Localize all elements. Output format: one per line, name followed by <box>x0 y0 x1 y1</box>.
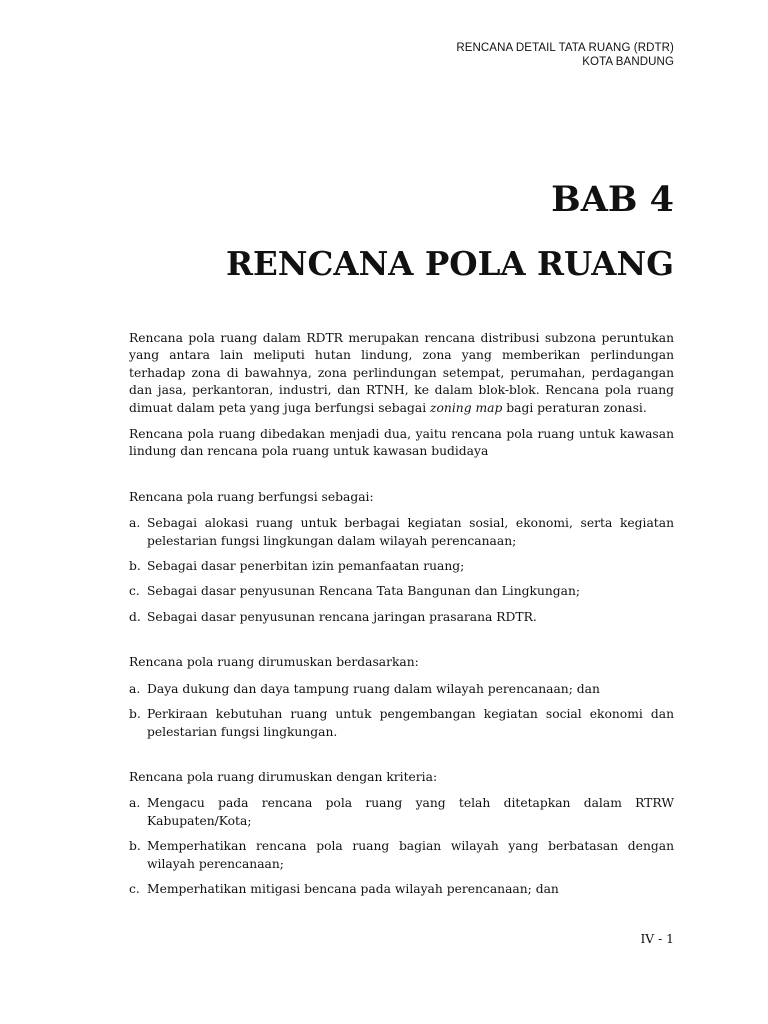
list-item <box>129 515 674 550</box>
section-lead: Rencana pola ruang dirumuskan berdasarkan: <box>129 655 419 670</box>
body-content <box>129 330 674 906</box>
list-item <box>129 881 674 898</box>
header-line-2: KOTA BANDUNG <box>582 56 674 68</box>
list-item-text: Sebagai alokasi ruang untuk berbagai kegiatan sosial, ekonomi, serta kegiatan pelestarian fungsi lingkungan dalam wilayah perencanaan; <box>147 516 674 548</box>
intro-italic-term: zoning map <box>430 400 503 415</box>
list-marker: b. <box>129 559 141 574</box>
section-list <box>129 795 674 898</box>
list-item-text: Sebagai dasar penerbitan izin pemanfaatan ruang; <box>147 559 465 574</box>
list-marker: a. <box>129 796 141 811</box>
page-number: IV - 1 <box>640 932 674 946</box>
list-item <box>129 583 674 600</box>
list-item <box>129 795 674 830</box>
chapter-number: BAB 4 <box>551 179 674 220</box>
list-item-text: Perkiraan kebutuhan ruang untuk pengembangan kegiatan social ekonomi dan pelestarian fungsi lingkungan. <box>147 707 674 739</box>
list-item <box>129 609 674 626</box>
list-item-text: Memperhatikan mitigasi bencana pada wilayah perencanaan; dan <box>147 881 559 896</box>
list-item <box>129 558 674 575</box>
list-marker: b. <box>129 839 141 854</box>
list-marker: c. <box>129 584 140 599</box>
section-list <box>129 681 674 741</box>
list-item-text: Sebagai dasar penyusunan rencana jaringan prasarana RDTR. <box>147 609 537 624</box>
list-marker: a. <box>129 516 141 531</box>
list-item-text: Sebagai dasar penyusunan Rencana Tata Bangunan dan Lingkungan; <box>147 584 581 599</box>
intro-paragraph-1 <box>129 330 674 417</box>
section-lead: Rencana pola ruang dirumuskan dengan kriteria: <box>129 769 438 784</box>
list-item-text: Mengacu pada rencana pola ruang yang telah ditetapkan dalam RTRW Kabupaten/Kota; <box>147 796 674 828</box>
section-list <box>129 515 674 626</box>
intro-paragraph-2: Rencana pola ruang dibedakan menjadi dua, yaitu rencana pola ruang untuk kawasan lindung dan rencana pola ruang untuk kawasan budidaya <box>129 427 674 459</box>
list-item <box>129 706 674 741</box>
list-item <box>129 681 674 698</box>
intro-text-1: Rencana pola ruang dalam RDTR merupakan rencana distribusi subzona peruntukan yang antara lain meliputi hutan lindung, zona yang memberikan perlindungan terhadap zona di bawahnya, zona perlindungan setempat, perumahan, perdagangan dan jasa, perkantoran, industri, dan RTNH, ke dalam blok-blok. Rencana pola ruang dimuat dalam peta yang juga berfungsi sebagai <box>129 331 674 415</box>
running-header <box>456 41 674 69</box>
list-marker: d. <box>129 609 141 624</box>
list-item <box>129 838 674 873</box>
list-item-text: Daya dukung dan daya tampung ruang dalam wilayah perencanaan; dan <box>147 681 600 696</box>
intro-text-1-end: bagi peraturan zonasi. <box>502 400 647 415</box>
list-marker: c. <box>129 881 140 896</box>
list-marker: b. <box>129 707 141 722</box>
list-item-text: Memperhatikan rencana pola ruang bagian wilayah yang berbatasan dengan wilayah perencanaan; <box>147 839 674 871</box>
header-line-1: RENCANA DETAIL TATA RUANG (RDTR) <box>456 42 674 54</box>
section-lead: Rencana pola ruang berfungsi sebagai: <box>129 489 374 504</box>
list-marker: a. <box>129 681 141 696</box>
chapter-title: RENCANA POLA RUANG <box>226 244 674 283</box>
